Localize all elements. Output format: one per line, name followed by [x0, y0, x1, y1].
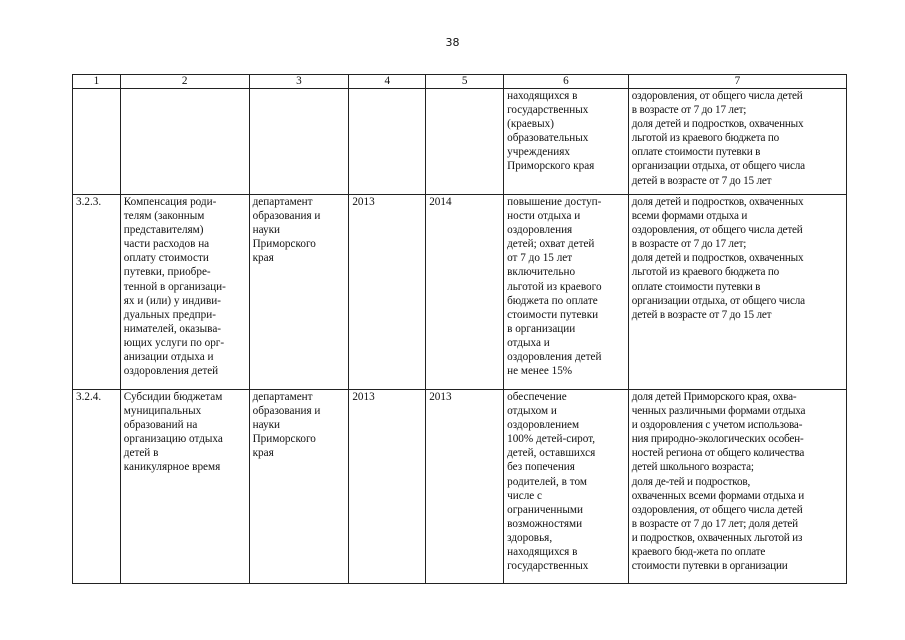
indicator-cell	[628, 89, 846, 195]
text-line: и подростков, охваченных льготой из	[631, 531, 803, 544]
text-line: доля детей и подростков, охваченных	[631, 118, 804, 131]
text-line: путевки, приобре-	[123, 266, 211, 279]
text-line: детей в	[123, 447, 159, 460]
text-line: образования и	[252, 210, 321, 223]
text-line: края	[252, 447, 274, 460]
text-line: телям (законным	[123, 210, 205, 223]
text-line: оздоровления, от общего числа детей	[631, 503, 803, 516]
text-line: ющих услуги по орг-	[123, 336, 225, 349]
start-year: 2013	[349, 390, 426, 584]
column-header: 1	[73, 75, 121, 89]
indicator-cell	[628, 195, 846, 390]
text-line: оздоровления детей	[123, 365, 219, 378]
text-line: дуальных предпри-	[123, 308, 216, 321]
table-row	[73, 390, 847, 584]
text-line: доля де-тей и подростков,	[631, 475, 751, 488]
text-line: науки	[252, 419, 280, 432]
text-line: находящихся в	[507, 546, 578, 559]
indicator-cell	[628, 390, 846, 584]
text-line: оплате стоимости путевки в	[631, 146, 761, 159]
result-cell	[504, 195, 629, 390]
text-line: организацию отдыха	[123, 433, 223, 446]
text-line: ностей региона от общего количества	[631, 447, 805, 460]
text-line: части расходов на	[123, 238, 210, 251]
text-line: ности отдыха и	[507, 210, 581, 223]
text-line: детей в возрасте от 7 до 15 лет	[631, 174, 772, 187]
text-line: и оздоровления с учетом использова-	[631, 419, 803, 432]
column-header: 2	[120, 75, 249, 89]
text-line: от 7 до 15 лет	[507, 252, 573, 265]
text-line: Приморского края	[507, 160, 595, 173]
measure-cell	[120, 390, 249, 584]
text-line: оздоровлением	[507, 419, 580, 432]
empty-cell	[349, 89, 426, 195]
text-line: доля детей и подростков, охваченных	[631, 252, 804, 265]
text-line: детей; охват детей	[507, 238, 595, 251]
text-line: науки	[252, 224, 280, 237]
empty-cell	[426, 89, 504, 195]
text-line: организации отдыха, от общего числа	[631, 160, 805, 173]
text-line: департамент	[252, 391, 313, 403]
text-line: Субсидии бюджетам	[123, 391, 223, 403]
text-line: нимателей, оказыва-	[123, 322, 222, 335]
column-number-row	[73, 75, 847, 89]
text-line: Приморского	[252, 433, 316, 446]
text-line: доля детей Приморского края, охва-	[631, 391, 797, 403]
text-line: отдыхом и	[507, 405, 557, 418]
start-year: 2013	[349, 195, 426, 390]
page-number: 38	[445, 36, 460, 49]
text-line: оздоровления детей	[507, 351, 602, 364]
text-line: оздоровления, от общего числа детей	[631, 90, 803, 102]
text-line: края	[252, 252, 274, 265]
column-header: 6	[504, 75, 629, 89]
text-line: здоровья,	[507, 531, 553, 544]
continuation-row	[73, 89, 847, 195]
text-line: льготой из краевого бюджета по	[631, 132, 780, 145]
text-line: образований на	[123, 419, 198, 432]
text-line: не менее 15%	[507, 365, 573, 378]
text-line: в организации	[507, 322, 576, 335]
column-header: 3	[249, 75, 349, 89]
text-line: всеми формами отдыха и	[631, 210, 748, 223]
text-line: без попечения	[507, 461, 575, 474]
text-line: Компенсация роди-	[123, 196, 217, 208]
text-line: детей школьного возраста;	[631, 461, 754, 474]
text-line: департамент	[252, 196, 313, 208]
text-line: каникулярное время	[123, 461, 221, 474]
result-cell	[504, 390, 629, 584]
text-line: льготой из краевого бюджета по	[631, 266, 780, 279]
text-line: стоимости путевки	[507, 308, 599, 321]
text-line: льготой из краевого	[507, 280, 602, 293]
column-header: 4	[349, 75, 426, 89]
text-line: включительно	[507, 266, 576, 279]
text-line: ограниченными	[507, 503, 583, 516]
text-line: детей в возрасте от 7 до 15 лет	[631, 308, 772, 321]
text-line: ния природно-экологических особен-	[631, 433, 804, 446]
row-number: 3.2.4.	[73, 390, 121, 584]
text-line: анизации отдыха и	[123, 351, 214, 364]
text-line: (краевых)	[507, 118, 554, 131]
text-line: образовательных	[507, 132, 589, 145]
text-line: отдыха и	[507, 336, 550, 349]
text-line: бюджета по оплате	[507, 294, 598, 307]
text-line: доля детей и подростков, охваченных	[631, 196, 804, 208]
text-line: Приморского	[252, 238, 316, 251]
text-line: в возрасте от 7 до 17 лет;	[631, 238, 747, 251]
text-line: государственных	[507, 104, 589, 117]
result-cell	[504, 89, 629, 195]
empty-cell	[249, 89, 349, 195]
text-line: организации отдыха, от общего числа	[631, 294, 805, 307]
text-line: тенной в организаци-	[123, 280, 226, 293]
text-line: оплату стоимости	[123, 252, 209, 265]
table-row	[73, 195, 847, 390]
measure-cell	[120, 195, 249, 390]
text-line: государственных	[507, 560, 589, 573]
row-number: 3.2.3.	[73, 195, 121, 390]
end-year: 2013	[426, 390, 504, 584]
executor-cell	[249, 195, 349, 390]
text-line: представителям)	[123, 224, 204, 237]
text-line: в возрасте от 7 до 17 лет; доля детей	[631, 517, 798, 530]
text-line: краевого бюд-жета по оплате	[631, 546, 766, 559]
text-line: ях и (или) у индиви-	[123, 294, 221, 307]
text-line: образования и	[252, 405, 321, 418]
text-line: возможностями	[507, 517, 583, 530]
text-line: числе с	[507, 489, 542, 502]
text-line: оплате стоимости путевки в	[631, 280, 761, 293]
text-line: находящихся в	[507, 90, 578, 102]
text-line: охваченных всеми формами отдыха и	[631, 489, 805, 502]
text-line: муниципальных	[123, 405, 202, 418]
text-line: повышение доступ-	[507, 196, 602, 208]
empty-cell	[120, 89, 249, 195]
text-line: учреждениях	[507, 146, 570, 159]
executor-cell	[249, 390, 349, 584]
empty-cell	[73, 89, 121, 195]
text-line: оздоровления, от общего числа детей	[631, 224, 803, 237]
text-line: детей, оставшихся	[507, 447, 596, 460]
text-line: обеспечение	[507, 391, 567, 403]
column-header: 5	[426, 75, 504, 89]
measures-table	[72, 74, 847, 584]
text-line: 100% детей-сирот,	[507, 433, 596, 446]
text-line: родителей, в том	[507, 475, 587, 488]
text-line: оздоровления	[507, 224, 573, 237]
text-line: в возрасте от 7 до 17 лет;	[631, 104, 747, 117]
text-line: стоимости путевки в организации	[631, 560, 788, 573]
text-line: ченных различными формами отдыха	[631, 405, 806, 418]
end-year: 2014	[426, 195, 504, 390]
column-header: 7	[628, 75, 846, 89]
